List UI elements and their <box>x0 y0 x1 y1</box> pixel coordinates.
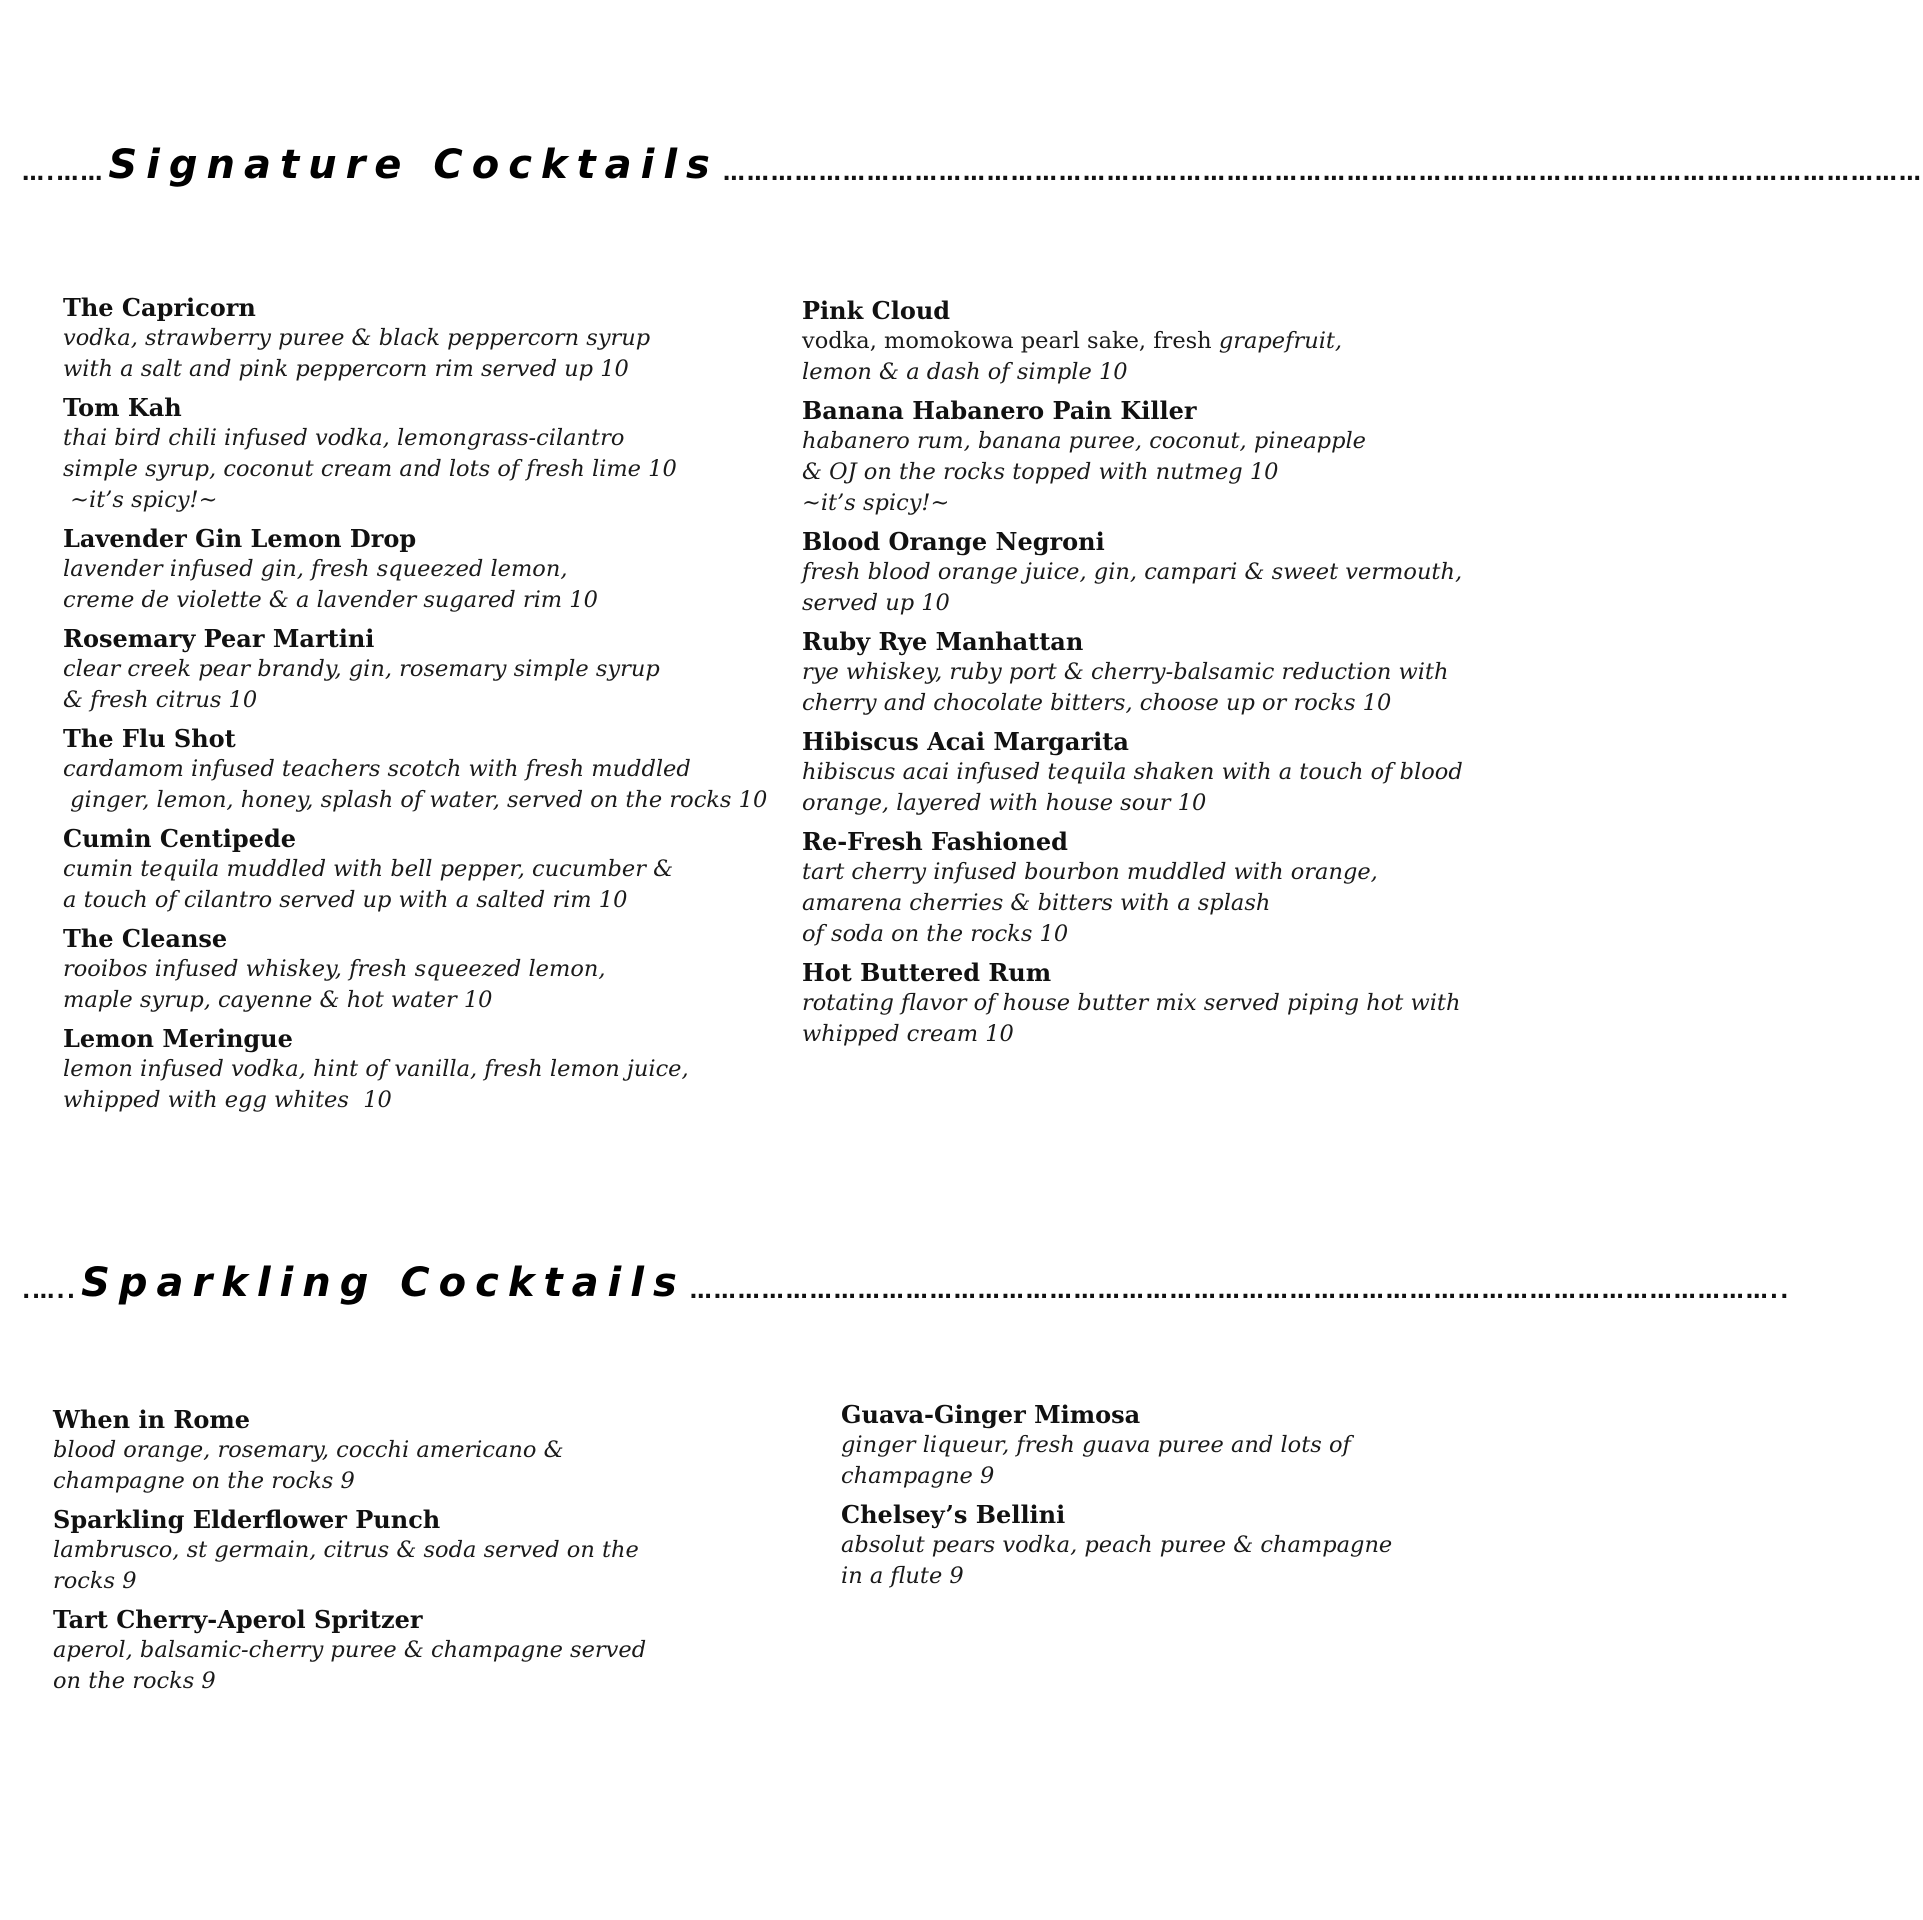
menu-item-description: amarena cherries & bitters with a splash <box>802 890 1271 916</box>
menu-item <box>63 392 743 516</box>
menu-item-description: thai bird chili infused vodka, lemongrass-cilantro <box>63 425 625 451</box>
sparkling-title: Sparkling Cocktails <box>81 1260 686 1306</box>
sparkling-left-column <box>53 1404 733 1704</box>
menu-item-description: vodka, strawberry puree & black peppercorn syrup <box>63 325 651 351</box>
menu-item-description: lambrusco, st germain, citrus & soda served on the <box>53 1537 639 1563</box>
menu-item-description: on the rocks 9 <box>53 1668 216 1694</box>
menu-item-description: simple syrup, coconut cream and lots of fresh lime 10 <box>63 456 677 482</box>
menu-item-description: fresh blood orange juice, gin, campari & sweet vermouth, <box>802 559 1463 585</box>
menu-item-name: Tom Kah <box>63 393 182 422</box>
menu-item <box>63 292 743 385</box>
menu-item-note: ~it’s spicy!~ <box>63 487 218 513</box>
menu-item-description-upright: vodka, momokowa pearl sake, fresh <box>802 328 1219 354</box>
menu-item-description: rooibos infused whiskey, fresh squeezed lemon, <box>63 956 606 982</box>
menu-item-note: ~it’s spicy!~ <box>802 490 950 516</box>
menu-item <box>802 957 1461 1050</box>
menu-item-description: cardamom infused teachers scotch with fresh muddled <box>63 756 691 782</box>
menu-item-description: rye whiskey, ruby port & cherry-balsamic reduction with <box>802 659 1449 685</box>
menu-item-description: hibiscus acai infused tequila shaken with a touch of blood <box>802 759 1463 785</box>
sparkling-header <box>22 1248 1791 1318</box>
menu-item <box>841 1399 1451 1492</box>
menu-item-description: whipped with egg whites 10 <box>63 1087 392 1113</box>
menu-item <box>802 826 1452 950</box>
menu-item-description: ginger liqueur, fresh guava puree and lots of <box>841 1432 1351 1458</box>
menu-item-name: Chelsey’s Bellini <box>841 1500 1066 1529</box>
menu-item-name: Hot Buttered Rum <box>802 958 1052 987</box>
menu-item-description: whipped cream 10 <box>802 1021 1014 1047</box>
menu-item-description: absolut pears vodka, peach puree & champagne <box>841 1532 1393 1558</box>
menu-item-description: tart cherry infused bourbon muddled with orange, <box>802 859 1378 885</box>
menu-item-description: & OJ on the rocks topped with nutmeg 10 <box>802 459 1279 485</box>
menu-item-name: The Capricorn <box>63 293 256 322</box>
menu-item-description: champagne 9 <box>841 1463 995 1489</box>
menu-item-description-italic: grapefruit, <box>1218 328 1343 354</box>
menu-item-description: lavender infused gin, fresh squeezed lemon, <box>63 556 568 582</box>
signature-dots-right: …………………………………………………………………………………………………………………………………… <box>722 161 1923 186</box>
menu-item <box>841 1499 1451 1592</box>
menu-item-description: of soda on the rocks 10 <box>802 921 1069 947</box>
signature-header <box>22 130 1923 200</box>
menu-item-name: Blood Orange Negroni <box>802 527 1105 556</box>
menu-item-description: orange, layered with house sour 10 <box>802 790 1207 816</box>
sparkling-right-column <box>841 1399 1451 1599</box>
menu-item-description: lemon & a dash of simple 10 <box>802 359 1128 385</box>
signature-title: Signature Cocktails <box>108 142 719 188</box>
menu-item-name: Lavender Gin Lemon Drop <box>63 524 417 553</box>
menu-item-description: lemon infused vodka, hint of vanilla, fresh lemon juice, <box>63 1056 689 1082</box>
menu-item-name: Guava-Ginger Mimosa <box>841 1400 1141 1429</box>
menu-item <box>63 623 743 716</box>
menu-item-description <box>802 326 1452 357</box>
menu-item <box>802 726 1463 819</box>
menu-item-name: Hibiscus Acai Margarita <box>802 727 1129 756</box>
signature-right-column <box>802 295 1463 1057</box>
menu-item-description: rotating flavor of house butter mix served piping hot with <box>802 990 1461 1016</box>
sparkling-dots-left: .….. <box>22 1279 78 1304</box>
menu-item-description: & fresh citrus 10 <box>63 687 258 713</box>
menu-item-name: The Flu Shot <box>63 724 236 753</box>
menu-item-description: clear creek pear brandy, gin, rosemary simple syrup <box>63 656 660 682</box>
menu-item-description: champagne on the rocks 9 <box>53 1468 355 1494</box>
menu-item <box>63 523 743 616</box>
menu-item-description: served up 10 <box>802 590 950 616</box>
menu-item-name: Ruby Rye Manhattan <box>802 627 1084 656</box>
menu-item-description: creme de violette & a lavender sugared rim 10 <box>63 587 598 613</box>
menu-item-description: habanero rum, banana puree, coconut, pineapple <box>802 428 1366 454</box>
menu-item-description: cumin tequila muddled with bell pepper, cucumber & <box>63 856 674 882</box>
menu-item <box>63 923 743 1016</box>
menu-item <box>53 1604 733 1697</box>
menu-item-description: a touch of cilantro served up with a salted rim 10 <box>63 887 628 913</box>
signature-left-column <box>63 292 768 1123</box>
menu-item <box>63 823 743 916</box>
menu-item-name: Pink Cloud <box>802 296 951 325</box>
menu-item <box>53 1404 733 1497</box>
menu-item-description: maple syrup, cayenne & hot water 10 <box>63 987 493 1013</box>
menu-item-name: The Cleanse <box>63 924 228 953</box>
menu-item <box>53 1504 733 1597</box>
menu-item-description: blood orange, rosemary, cocchi americano & <box>53 1437 564 1463</box>
menu-item-name: When in Rome <box>53 1405 251 1434</box>
menu-item-name: Banana Habanero Pain Killer <box>802 396 1197 425</box>
menu-item-description: aperol, balsamic-cherry puree & champagne served <box>53 1637 647 1663</box>
menu-item-description: ginger, lemon, honey, splash of water, served on the rocks 10 <box>63 787 768 813</box>
menu-item <box>802 395 1452 519</box>
menu-item <box>802 295 1452 388</box>
menu-item-name: Tart Cherry-Aperol Spritzer <box>53 1605 423 1634</box>
menu-item-description: in a flute 9 <box>841 1563 964 1589</box>
menu-item-description: cherry and chocolate bitters, choose up or rocks 10 <box>802 690 1392 716</box>
menu-item-name: Lemon Meringue <box>63 1024 293 1053</box>
menu-item-name: Cumin Centipede <box>63 824 296 853</box>
menu-item <box>63 723 768 816</box>
menu-item-description: rocks 9 <box>53 1568 137 1594</box>
menu-item <box>802 526 1463 619</box>
sparkling-dots-right: ……………………………………………………………………………………………………………………….. <box>689 1279 1791 1304</box>
menu-item-name: Re-Fresh Fashioned <box>802 827 1068 856</box>
menu-item <box>63 1023 743 1116</box>
menu-item-name: Sparkling Elderflower Punch <box>53 1505 441 1534</box>
signature-dots-left: ….…… <box>22 161 105 186</box>
menu-item <box>802 626 1452 719</box>
menu-item-name: Rosemary Pear Martini <box>63 624 375 653</box>
menu-item-description: with a salt and pink peppercorn rim served up 10 <box>63 356 629 382</box>
